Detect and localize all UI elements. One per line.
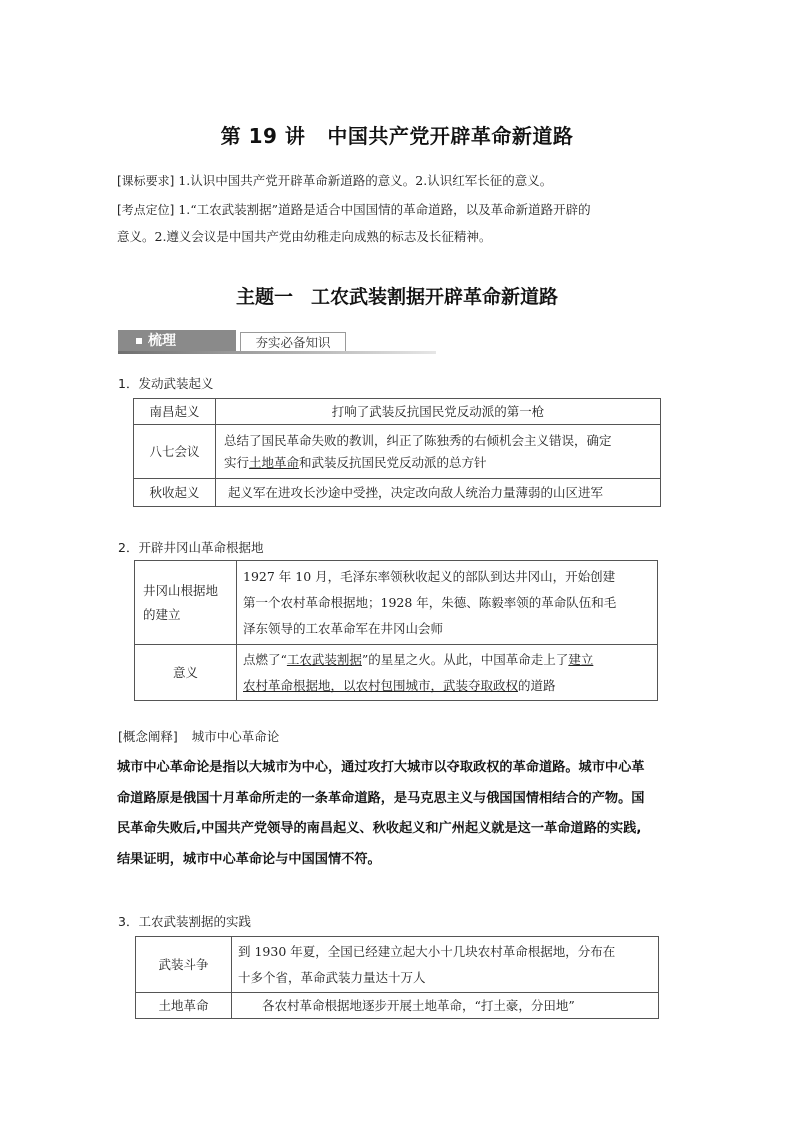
text-part: ”的星星之火。从此，中国革命走上了 [361,651,569,667]
row-name: 意义 [135,645,237,701]
row-text-line: 到 1930 年夏，全国已经建立起大小十几块农村革命根据地，分布在 [238,943,616,959]
requirements-text: 1.认识中国共产党开辟革命新道路的意义。2.认识红军长征的意义。 [178,173,553,188]
row-name: 土地革命 [136,993,232,1019]
text-part: 实行 [224,454,250,470]
table-row [134,399,661,425]
lesson-number: 第 19 讲 [220,124,306,148]
positioning-text-1: 1.“工农武装割据”道路是适合中国国情的革命道路，以及革命新道路开辟的 [178,202,591,217]
jinggangshan-table [134,560,658,701]
table-row [134,479,661,507]
lesson-title-text: 中国共产党开辟革命新道路 [327,124,574,148]
row-name: 秋收起义 [134,479,216,507]
row-name: 南昌起义 [134,399,216,425]
row-text-line [243,673,653,699]
concept-line: 结果证明，城市中心革命论与中国国情不符。 [117,851,381,867]
requirements-tag: [课标要求] [117,174,175,188]
table-row [135,645,658,701]
concept-line: 命道路原是俄国十月革命所走的一条革命道路，是马克思主义与俄国国情相结合的产物。国 [117,790,645,806]
theme-title: 工农武装割据开辟革命新道路 [311,286,559,308]
lesson-title [0,120,794,149]
row-name [135,561,237,645]
concept-tag: [概念阐释] [118,729,178,744]
concept-topic: 城市中心革命论 [191,729,280,744]
row-text: 各农村革命根据地逐步开展土地革命，“打土豪，分田地” [232,993,659,1019]
row-text-line: 泽东领导的工农革命军在井冈山会师 [243,620,444,636]
positioning-line-2: 意义。2.遵义会议是中国共产党由幼稚走向成熟的标志及长征精神。 [117,229,492,244]
section3-heading: 3．工农武装割据的实践 [118,914,251,929]
underlined-text: 工农武装割据 [286,651,362,667]
uprisings-table [133,398,661,507]
banner-underline [118,351,436,354]
square-bullet-icon [136,338,142,344]
section2-heading: 2．开辟井冈山革命根据地 [118,540,264,555]
row-text-line: 十多个省，革命武装力量达十万人 [238,969,426,985]
concept-heading [118,727,279,745]
practice-table [135,936,659,1019]
table-row [135,561,658,645]
row-text [237,645,658,701]
theme-heading [0,282,794,309]
concept-line: 民革命失败后,中国共产党领导的南昌起义、秋收起义和广州起义就是这一革命道路的实践, [117,821,642,836]
row-text-line: 1927 年 10 月，毛泽东率领秋收起义的部队到达井冈山，开始创建 [243,568,616,584]
banner-dark-label [118,330,236,352]
banner-dark-text: 梳理 [148,333,176,349]
row-text [237,561,658,645]
row-text-line: 第一个农村革命根据地；1928 年，朱德、陈毅率领的革命队伍和毛 [243,594,617,610]
row-text [216,425,661,479]
text-part: 的道路 [518,677,556,693]
row-name-line: 的建立 [143,606,181,622]
concept-body [117,753,682,875]
positioning-line-1 [117,200,682,220]
section-banner [118,330,436,354]
requirements-line [117,171,682,191]
table-row [134,425,661,479]
section1-heading: 1．发动武装起义 [118,376,214,391]
text-part: 和武装反抗国民党反动派的总方针 [299,454,487,470]
row-name-line: 井冈山根据地 [143,582,219,598]
underlined-text: 建立 [568,651,594,667]
row-name: 武装斗争 [136,937,232,993]
underlined-text: 农村革命根据地，以农村包围城市，武装夺取政权 [243,677,519,693]
row-text-line: 总结了国民革命失败的教训，纠正了陈独秀的右倾机会主义错误，确定 [224,432,612,448]
row-text-line [224,452,656,474]
row-text: 起义军在进攻长沙途中受挫，决定改向敌人统治力量薄弱的山区进军 [216,479,661,507]
row-text-line [243,647,653,673]
underlined-text: 土地革命 [249,454,300,470]
row-text: 打响了武装反抗国民党反动派的第一枪 [216,399,661,425]
table-row [136,937,659,993]
banner-light-label: 夯实必备知识 [240,332,346,353]
row-name: 八七会议 [134,425,216,479]
table-row [136,993,659,1019]
concept-line: 城市中心革命论是指以大城市为中心，通过攻打大城市以夺取政权的革命道路。城市中心革 [117,760,645,775]
theme-label: 主题一 [235,286,293,308]
positioning-tag: [考点定位] [117,203,175,217]
text-part: 点燃了“ [243,651,287,667]
row-text [232,937,659,993]
